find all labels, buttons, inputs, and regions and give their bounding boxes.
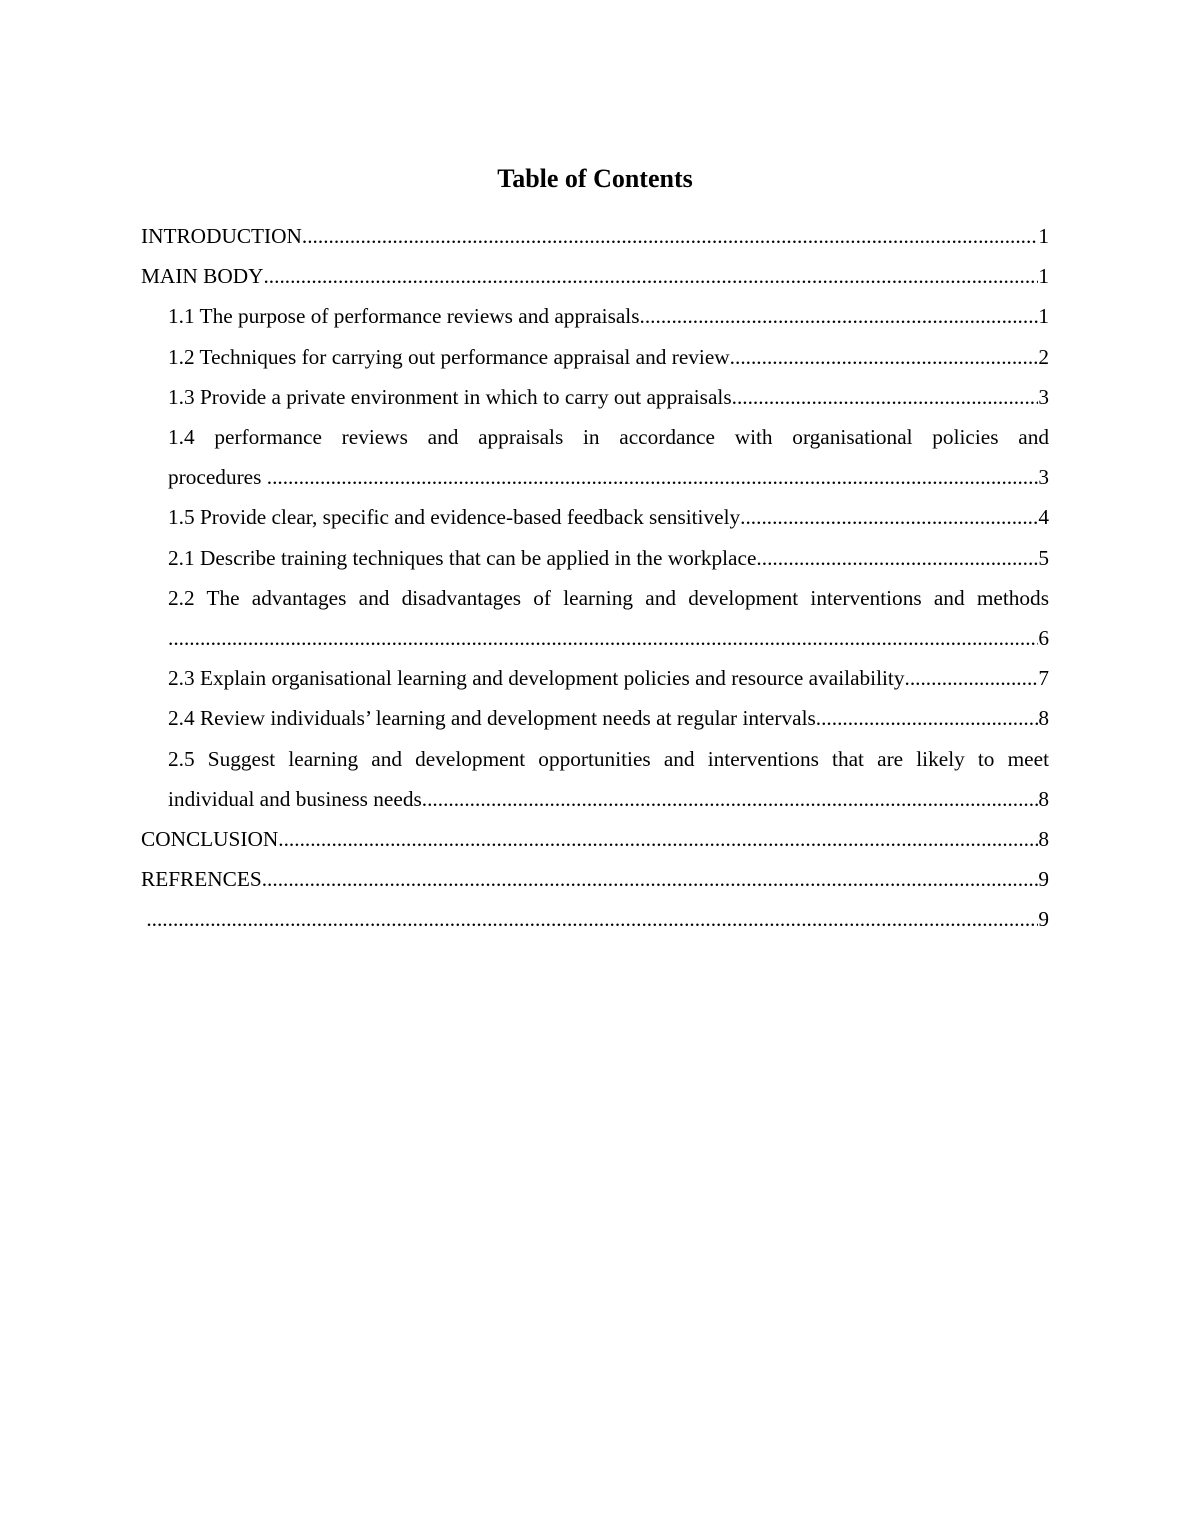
toc-page-number: 8: [1038, 786, 1049, 811]
toc-entry-1-2[interactable]: [141, 337, 1049, 377]
toc-entry-text: MAIN BODY: [141, 264, 264, 289]
toc-page-number: 4: [1038, 505, 1049, 530]
toc-page-number: 8: [1038, 827, 1049, 852]
toc-entry-text: 1.1 The purpose of performance reviews and appraisals: [168, 304, 640, 329]
toc-entry-text-line1: 1.4 performance reviews and appraisals in accordance with organisational policies and: [168, 425, 1049, 450]
toc-entry-1-5[interactable]: [141, 497, 1049, 537]
toc-entry-conclusion[interactable]: [141, 819, 1049, 859]
toc-page-number: 6: [1038, 626, 1049, 651]
toc-page-number: 3: [1038, 465, 1049, 490]
toc-title: Table of Contents: [497, 164, 693, 193]
toc-dot-leader: [263, 256, 1038, 296]
toc-dot-leader: [302, 216, 1038, 256]
toc-page-number: 9: [1038, 867, 1049, 892]
toc-entry-introduction[interactable]: [141, 216, 1049, 256]
toc-page-number: 1: [1038, 264, 1049, 289]
toc-page-number: 1: [1038, 304, 1049, 329]
toc-entry-2-5[interactable]: [141, 739, 1049, 819]
toc-dot-leader: [267, 457, 1039, 497]
toc-entry-2-2[interactable]: [141, 578, 1049, 658]
toc-dot-leader: [640, 296, 1039, 336]
toc-page-number: 2: [1038, 344, 1049, 369]
toc-entry-text: 1.5 Provide clear, specific and evidence-based feedback sensitively: [168, 505, 741, 530]
toc-page-number: 3: [1038, 384, 1049, 409]
toc-dot-leader: [278, 819, 1038, 859]
toc-dot-leader: [422, 779, 1039, 819]
toc-page-number: 5: [1038, 545, 1049, 570]
toc-entry-2-3[interactable]: [141, 658, 1049, 698]
toc-entry-text-line1: 2.5 Suggest learning and development opportunities and interventions that are likely to meet: [168, 746, 1049, 771]
toc-entry-text: INTRODUCTION: [141, 224, 302, 248]
toc-dot-leader: [262, 859, 1039, 899]
toc-dot-leader: [732, 377, 1039, 417]
toc-dot-leader: [816, 698, 1039, 738]
toc-entry-text: 1.2 Techniques for carrying out performance appraisal and review: [168, 344, 730, 369]
toc-entry-text-line2: individual and business needs: [168, 786, 422, 811]
toc-page-number: 1: [1038, 224, 1049, 248]
toc-entry-main-body[interactable]: [141, 256, 1049, 296]
toc-dot-leader: [756, 538, 1038, 578]
toc-entry-text-line2: procedures: [168, 465, 267, 490]
toc-entry-text: 2.3 Explain organisational learning and development policies and resource availability: [168, 666, 905, 691]
toc-entry-text: 2.1 Describe training techniques that can be applied in the workplace: [168, 545, 757, 570]
toc-entry-1-1[interactable]: [141, 296, 1049, 336]
toc-entry-1-4[interactable]: [141, 417, 1049, 497]
toc-dot-leader: [740, 497, 1038, 537]
toc-entry-2-4[interactable]: [141, 698, 1049, 738]
toc-page-number: 9: [1038, 907, 1049, 932]
toc-dot-leader: [146, 899, 1038, 939]
toc-entry-text: 1.3 Provide a private environment in which to carry out appraisals: [168, 384, 732, 409]
toc-entry-2-1[interactable]: [141, 538, 1049, 578]
toc-entry-text: CONCLUSION: [141, 827, 279, 852]
toc-page-number: 8: [1038, 706, 1049, 731]
toc-dot-leader: [730, 337, 1039, 377]
toc-entry-text: 2.4 Review individuals’ learning and development needs at regular intervals: [168, 706, 816, 731]
toc-entry-untitled[interactable]: [141, 899, 1049, 939]
toc-dot-leader: [905, 658, 1039, 698]
toc-entry-1-3[interactable]: [141, 377, 1049, 417]
toc-entry-references[interactable]: [141, 859, 1049, 899]
toc-list: [141, 216, 1049, 940]
toc-entry-text-line1: 2.2 The advantages and disadvantages of learning and development interventions and methods: [168, 585, 1049, 610]
toc-page-number: 7: [1038, 666, 1049, 691]
toc-dot-leader: [168, 618, 1038, 658]
toc-entry-text: REFRENCES: [141, 867, 262, 892]
